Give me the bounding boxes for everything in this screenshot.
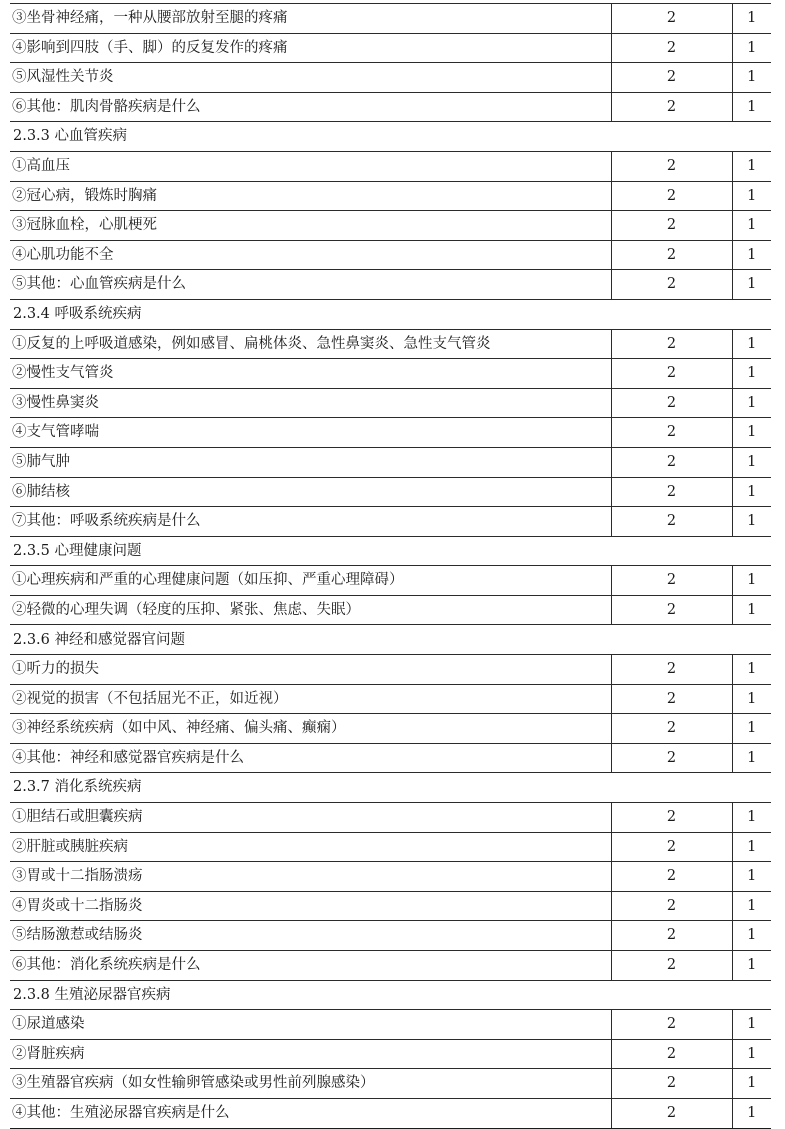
- answer-code-2: 2: [611, 891, 732, 921]
- answer-code-1: 1: [732, 4, 771, 34]
- answer-code-1: 1: [732, 359, 771, 389]
- table-row: [10, 832, 771, 862]
- answer-code-2: 2: [611, 566, 732, 596]
- answer-code-1: 1: [732, 270, 771, 300]
- answer-code-1: 1: [732, 92, 771, 122]
- answer-code-2: 2: [611, 181, 732, 211]
- answer-code-2: 2: [611, 1069, 732, 1099]
- answer-code-2: 2: [611, 832, 732, 862]
- answer-code-2: 2: [611, 329, 732, 359]
- item-label: ①高血压: [10, 151, 611, 181]
- answer-code-1: 1: [732, 240, 771, 270]
- table-row: [10, 418, 771, 448]
- item-label: ③神经系统疾病（如中风、神经痛、偏头痛、癫痫）: [10, 714, 611, 744]
- table-row: [10, 92, 771, 122]
- table-row: [10, 1098, 771, 1128]
- table-row: [10, 388, 771, 418]
- answer-code-1: 1: [732, 1069, 771, 1099]
- table-row: [10, 181, 771, 211]
- item-label: ②冠心病，锻炼时胸痛: [10, 181, 611, 211]
- table-row: [10, 329, 771, 359]
- table-row: [10, 684, 771, 714]
- answer-code-1: 1: [732, 447, 771, 477]
- answer-code-2: 2: [611, 921, 732, 951]
- table-row: [10, 743, 771, 773]
- table-row: [10, 63, 771, 93]
- answer-code-2: 2: [611, 63, 732, 93]
- answer-code-2: 2: [611, 684, 732, 714]
- table-row: [10, 211, 771, 241]
- answer-code-1: 1: [732, 211, 771, 241]
- answer-code-2: 2: [611, 714, 732, 744]
- table-row: [10, 595, 771, 625]
- answer-code-2: 2: [611, 951, 732, 981]
- section-title: 2.3.5 心理健康问题: [13, 542, 142, 559]
- table-row: [10, 891, 771, 921]
- table-row: [10, 507, 771, 537]
- answer-code-1: 1: [732, 862, 771, 892]
- item-label: ⑥肺结核: [10, 477, 611, 507]
- answer-code-2: 2: [611, 477, 732, 507]
- answer-code-1: 1: [732, 33, 771, 63]
- answer-code-2: 2: [611, 33, 732, 63]
- item-label: ②轻微的心理失调（轻度的压抑、紧张、焦虑、失眠）: [10, 595, 611, 625]
- answer-code-1: 1: [732, 891, 771, 921]
- item-label: ④其他：生殖泌尿器官疾病是什么: [10, 1098, 611, 1128]
- answer-code-1: 1: [732, 507, 771, 537]
- item-label: ②慢性支气管炎: [10, 359, 611, 389]
- item-label: ⑤其他：心血管疾病是什么: [10, 270, 611, 300]
- answer-code-2: 2: [611, 1098, 732, 1128]
- answer-code-2: 2: [611, 447, 732, 477]
- table-row: [10, 33, 771, 63]
- item-label: ①听力的损失: [10, 655, 611, 685]
- answer-code-1: 1: [732, 595, 771, 625]
- table-row: [10, 1069, 771, 1099]
- table-body: [10, 4, 771, 1129]
- item-label: ③冠脉血栓，心肌梗死: [10, 211, 611, 241]
- item-label: ①尿道感染: [10, 1010, 611, 1040]
- answer-code-1: 1: [732, 1039, 771, 1069]
- answer-code-1: 1: [732, 743, 771, 773]
- table-row: [10, 862, 771, 892]
- item-label: ②视觉的损害（不包括屈光不正，如近视）: [10, 684, 611, 714]
- answer-code-2: 2: [611, 240, 732, 270]
- disease-questionnaire-table-page: [10, 3, 771, 1129]
- section-header-row: [10, 299, 771, 329]
- answer-code-1: 1: [732, 566, 771, 596]
- answer-code-1: 1: [732, 388, 771, 418]
- answer-code-1: 1: [732, 418, 771, 448]
- table-row: [10, 921, 771, 951]
- item-label: ⑤结肠激惹或结肠炎: [10, 921, 611, 951]
- answer-code-1: 1: [732, 181, 771, 211]
- table-row: [10, 240, 771, 270]
- answer-code-2: 2: [611, 418, 732, 448]
- item-label: ⑥其他：肌肉骨骼疾病是什么: [10, 92, 611, 122]
- table-row: [10, 1010, 771, 1040]
- table-row: [10, 477, 771, 507]
- section-title: 2.3.8 生殖泌尿器官疾病: [13, 986, 171, 1003]
- item-label: ①胆结石或胆囊疾病: [10, 803, 611, 833]
- answer-code-2: 2: [611, 92, 732, 122]
- item-label: ④支气管哮喘: [10, 418, 611, 448]
- answer-code-2: 2: [611, 1039, 732, 1069]
- answer-code-1: 1: [732, 714, 771, 744]
- item-label: ③生殖器官疾病（如女性输卵管感染或男性前列腺感染）: [10, 1069, 611, 1099]
- item-label: ④其他：神经和感觉器官疾病是什么: [10, 743, 611, 773]
- item-label: ⑤风湿性关节炎: [10, 63, 611, 93]
- table-row: [10, 655, 771, 685]
- answer-code-2: 2: [611, 595, 732, 625]
- answer-code-1: 1: [732, 1098, 771, 1128]
- answer-code-1: 1: [732, 832, 771, 862]
- item-label: ⑦其他：呼吸系统疾病是什么: [10, 507, 611, 537]
- answer-code-2: 2: [611, 388, 732, 418]
- section-header-row: [10, 625, 771, 655]
- section-header-row: [10, 536, 771, 566]
- answer-code-2: 2: [611, 270, 732, 300]
- answer-code-2: 2: [611, 151, 732, 181]
- table-row: [10, 359, 771, 389]
- answer-code-1: 1: [732, 329, 771, 359]
- answer-code-1: 1: [732, 151, 771, 181]
- answer-code-1: 1: [732, 63, 771, 93]
- section-title: 2.3.6 神经和感觉器官问题: [13, 631, 186, 648]
- answer-code-2: 2: [611, 1010, 732, 1040]
- table-row: [10, 566, 771, 596]
- table-row: [10, 151, 771, 181]
- table-row: [10, 4, 771, 34]
- table-row: [10, 803, 771, 833]
- answer-code-2: 2: [611, 4, 732, 34]
- item-label: ②肾脏疾病: [10, 1039, 611, 1069]
- table-row: [10, 1039, 771, 1069]
- answer-code-2: 2: [611, 743, 732, 773]
- table-row: [10, 714, 771, 744]
- answer-code-2: 2: [611, 655, 732, 685]
- section-header-row: [10, 122, 771, 152]
- answer-code-1: 1: [732, 655, 771, 685]
- item-label: ④影响到四肢（手、脚）的反复发作的疼痛: [10, 33, 611, 63]
- section-title: 2.3.3 心血管疾病: [13, 128, 128, 145]
- item-label: ③坐骨神经痛，一种从腰部放射至腿的疼痛: [10, 4, 611, 34]
- section-header-row: [10, 773, 771, 803]
- answer-code-2: 2: [611, 359, 732, 389]
- section-header-row: [10, 980, 771, 1010]
- answer-code-1: 1: [732, 921, 771, 951]
- answer-code-2: 2: [611, 803, 732, 833]
- answer-code-1: 1: [732, 803, 771, 833]
- answer-code-2: 2: [611, 862, 732, 892]
- answer-code-2: 2: [611, 507, 732, 537]
- answer-code-1: 1: [732, 1010, 771, 1040]
- disease-questionnaire-table: [10, 3, 771, 1129]
- item-label: ⑤肺气肿: [10, 447, 611, 477]
- section-title: 2.3.7 消化系统疾病: [13, 779, 142, 796]
- table-row: [10, 270, 771, 300]
- item-label: ①反复的上呼吸道感染，例如感冒、扁桃体炎、急性鼻窦炎、急性支气管炎: [10, 329, 611, 359]
- item-label: ⑥其他：消化系统疾病是什么: [10, 951, 611, 981]
- answer-code-2: 2: [611, 211, 732, 241]
- table-row: [10, 951, 771, 981]
- item-label: ④胃炎或十二指肠炎: [10, 891, 611, 921]
- section-title: 2.3.4 呼吸系统疾病: [13, 305, 142, 322]
- item-label: ④心肌功能不全: [10, 240, 611, 270]
- answer-code-1: 1: [732, 477, 771, 507]
- answer-code-1: 1: [732, 951, 771, 981]
- item-label: ②肝脏或胰脏疾病: [10, 832, 611, 862]
- item-label: ①心理疾病和严重的心理健康问题（如压抑、严重心理障碍）: [10, 566, 611, 596]
- item-label: ③胃或十二指肠溃疡: [10, 862, 611, 892]
- item-label: ③慢性鼻窦炎: [10, 388, 611, 418]
- table-row: [10, 447, 771, 477]
- answer-code-1: 1: [732, 684, 771, 714]
